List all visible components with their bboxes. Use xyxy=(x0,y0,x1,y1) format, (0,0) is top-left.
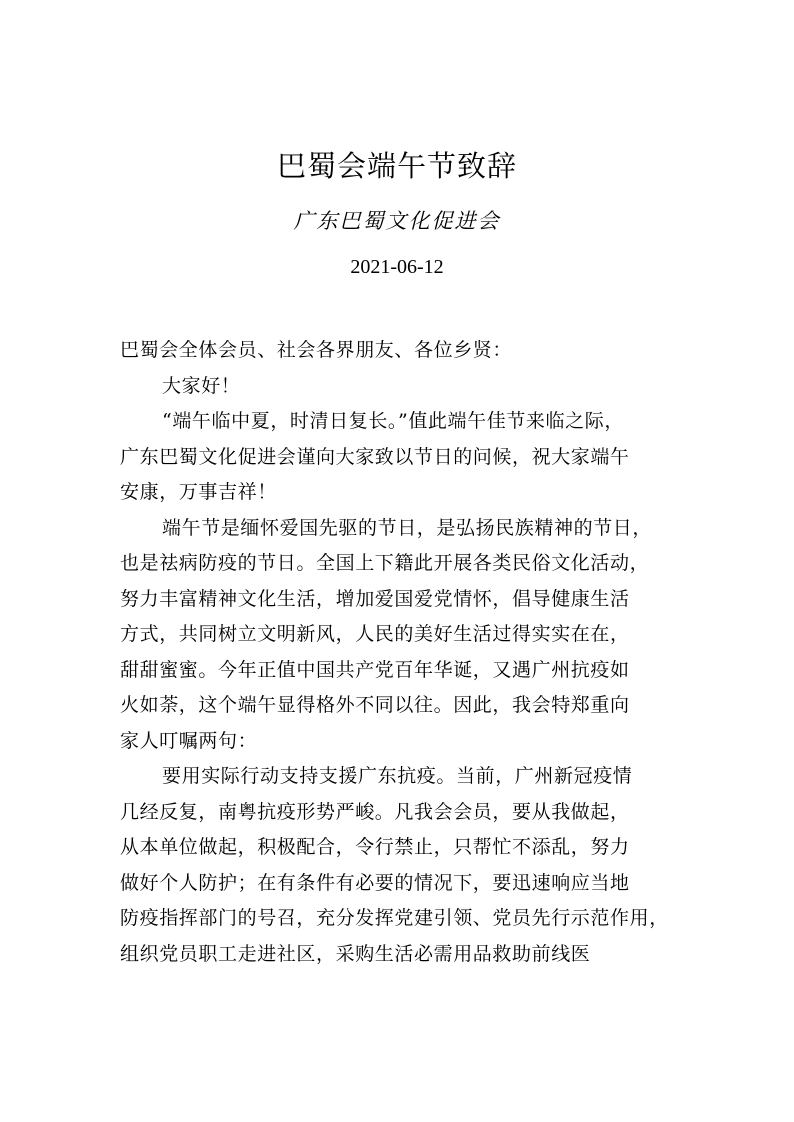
body-line: 广东巴蜀文化促进会谨向大家致以节日的问候，祝大家端午 xyxy=(120,445,630,468)
document-title: 巴蜀会端午节致辞 xyxy=(276,149,517,183)
body-line: “端午临中夏，时清日复长。”值此端午佳节来临之际， xyxy=(162,410,624,432)
body-line: 做好个人防护；在有条件有必要的情况下，要迅速响应当地 xyxy=(120,871,630,894)
body-line: 大家好！ xyxy=(162,374,241,397)
body-line: 家人叮嘱两句： xyxy=(120,729,258,752)
body-line: 要用实际行动支持支援广东抗疫。当前，广州新冠疫情 xyxy=(162,765,633,787)
document-author: 广东巴蜀文化促进会 xyxy=(293,209,501,233)
body-line: 努力丰富精神文化生活，增加爱国爱党情怀，倡导健康生活 xyxy=(120,587,630,610)
body-line: 防疫指挥部门的号召，充分发挥党建引领、党员先行示范作用， xyxy=(120,907,669,929)
body-line: 巴蜀会全体会员、社会各界朋友、各位乡贤： xyxy=(120,339,513,361)
body-line: 甜甜蜜蜜。今年正值中国共产党百年华诞，又遇广州抗疫如 xyxy=(120,658,630,681)
document-date: 2021-06-12 xyxy=(350,256,444,278)
body-line: 从本单位做起，积极配合，令行禁止，只帮忙不添乱，努力 xyxy=(120,836,630,858)
body-line: 几经反复，南粤抗疫形势严峻。凡我会会员，要从我做起， xyxy=(120,800,630,823)
body-line: 火如荼，这个端午显得格外不同以往。因此，我会特郑重向 xyxy=(120,694,630,716)
body-line: 端午节是缅怀爱国先驱的节日，是弘扬民族精神的节日， xyxy=(162,516,653,539)
document-body xyxy=(120,333,720,972)
body-line: 方式，共同树立文明新风，人民的美好生活过得实实在在， xyxy=(120,623,630,645)
body-line: 安康，万事吉祥！ xyxy=(120,481,277,503)
body-line: 组织党员职工走进社区，采购生活必需用品救助前线医 xyxy=(120,942,591,965)
body-line: 也是祛病防疫的节日。全国上下籍此开展各类民俗文化活动， xyxy=(120,552,650,574)
